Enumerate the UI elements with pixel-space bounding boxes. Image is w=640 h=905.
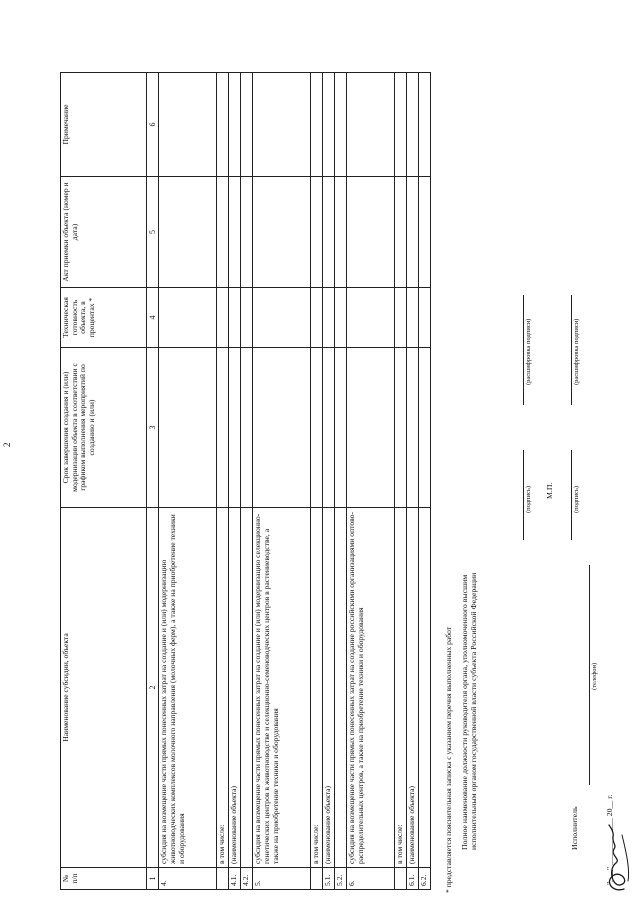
table-row [323, 73, 335, 890]
empty-cell [241, 288, 253, 348]
decode-caption: (расшифровка подписи) [525, 318, 532, 385]
empty-cell [229, 348, 241, 508]
table-row [229, 73, 241, 890]
table-row [419, 73, 431, 890]
empty-cell [229, 288, 241, 348]
empty-cell [229, 73, 241, 177]
row-name: (наименование объекта) [407, 508, 419, 868]
empty-cell [335, 348, 347, 508]
column-number: 6 [147, 73, 159, 177]
row-number: 4. [159, 868, 217, 890]
header-deadline: Срок завершения создания и (или) модернизации объекта в соответствии с графиком выполнения мероприятий по созданию и (или) [61, 348, 147, 508]
empty-cell [241, 348, 253, 508]
empty-cell [217, 73, 229, 177]
empty-cell [419, 177, 431, 288]
stamp-label: М.П. [545, 482, 554, 499]
empty-cell [323, 177, 335, 288]
footnote: * представляется пояснительная записка с указанием перечня выполненных работ [444, 626, 453, 893]
empty-cell [311, 73, 323, 177]
empty-cell [311, 348, 323, 508]
empty-cell [335, 177, 347, 288]
empty-cell [335, 73, 347, 177]
column-number: 5 [147, 177, 159, 288]
row-name: (наименование объекта) [323, 508, 335, 868]
row-name: в том числе: [395, 508, 407, 868]
table-row [217, 73, 229, 890]
row-name: в том числе: [311, 508, 323, 868]
row-number: 4.1. [229, 868, 241, 890]
empty-cell [241, 177, 253, 288]
empty-cell [253, 73, 311, 177]
empty-cell [407, 288, 419, 348]
empty-cell [311, 177, 323, 288]
empty-cell [395, 348, 407, 508]
row-number: 5.1. [323, 868, 335, 890]
row-number: 5.2. [335, 868, 347, 890]
row-number [217, 868, 229, 890]
empty-cell [407, 73, 419, 177]
column-number: 1 [147, 868, 159, 890]
executor-label: Исполнитель [570, 806, 579, 850]
empty-cell [419, 348, 431, 508]
table-row [159, 73, 217, 890]
phone-caption: (телефон) [591, 662, 598, 690]
empty-cell [323, 348, 335, 508]
header-note: Примечание [61, 73, 147, 177]
empty-cell [407, 348, 419, 508]
column-number: 3 [147, 348, 159, 508]
empty-cell [347, 73, 395, 177]
empty-cell [159, 73, 217, 177]
row-number [311, 868, 323, 890]
empty-cell [253, 288, 311, 348]
row-name: (наименование объекта) [229, 508, 241, 868]
empty-cell [217, 288, 229, 348]
table-row [241, 73, 253, 890]
empty-cell [395, 177, 407, 288]
empty-cell [311, 288, 323, 348]
column-number: 4 [147, 288, 159, 348]
official-title: Полное наименование должности руководителя органа, уполномоченного высшим исполнительным органом государственной власти субъекта Российской Федерации [460, 572, 479, 850]
table-row [253, 73, 311, 890]
header-num: № п/п [61, 868, 147, 890]
empty-cell [229, 177, 241, 288]
column-number-row [147, 73, 159, 890]
row-number [395, 868, 407, 890]
row-name: субсидия на возмещение части прямых понесенных затрат на создание и (или) модернизацию животноводческих комплексов молочного направления (молочных ферм), а также на приобретение техники и оборудования [159, 508, 217, 868]
row-name: субсидия на возмещение части прямых понесенных затрат на создание российскими организациями оптово-распределительных центров, а также на приобретение техники и оборудования [347, 508, 395, 868]
empty-cell [241, 73, 253, 177]
decode-line [523, 295, 524, 405]
table-header-row [61, 73, 147, 890]
row-name [335, 508, 347, 868]
empty-cell [159, 348, 217, 508]
table-row [395, 73, 407, 890]
header-readiness: Техническая готовность объекта, в процентах * [61, 288, 147, 348]
signature-line [523, 450, 524, 540]
empty-cell [347, 177, 395, 288]
executor-decode-line [571, 295, 572, 405]
empty-cell [159, 177, 217, 288]
table-row [407, 73, 419, 890]
row-number: 6.2. [419, 868, 431, 890]
handwritten-signature-icon [600, 820, 634, 895]
executor-signature-caption: (подпись) [573, 486, 580, 513]
table-row [311, 73, 323, 890]
empty-cell [217, 177, 229, 288]
row-number: 6.1. [407, 868, 419, 890]
empty-cell [253, 348, 311, 508]
empty-cell [323, 73, 335, 177]
object-status-table [60, 72, 431, 890]
executor-signature-line [571, 450, 572, 540]
page-number: 2 [2, 442, 12, 447]
phone-line [589, 565, 590, 785]
signature-caption: (подпись) [525, 486, 532, 513]
empty-cell [159, 288, 217, 348]
table-row [347, 73, 395, 890]
row-number: 4.2. [241, 868, 253, 890]
date-line: "___" ____________ 20__ г. [605, 794, 614, 885]
empty-cell [335, 288, 347, 348]
table-row [335, 73, 347, 890]
column-number: 2 [147, 508, 159, 868]
row-number: 5. [253, 868, 311, 890]
row-name [419, 508, 431, 868]
empty-cell [419, 288, 431, 348]
empty-cell [419, 73, 431, 177]
executor-decode-caption: (расшифровка подписи) [573, 318, 580, 385]
header-name: Наименование субсидии, объекта [61, 508, 147, 868]
empty-cell [323, 288, 335, 348]
empty-cell [217, 348, 229, 508]
empty-cell [253, 177, 311, 288]
empty-cell [347, 288, 395, 348]
empty-cell [407, 177, 419, 288]
empty-cell [395, 288, 407, 348]
empty-cell [347, 348, 395, 508]
header-acceptance-act: Акт приемки объекта (номер и дата) [61, 177, 147, 288]
row-name [241, 508, 253, 868]
empty-cell [395, 73, 407, 177]
row-number: 6. [347, 868, 395, 890]
row-name: в том числе: [217, 508, 229, 868]
row-name: субсидия на возмещение части прямых понесенных затрат на создание и (или) модернизацию селекционно-генетических центров в животноводстве и селекционно-семеноводческих центров в растениеводстве, а также на приобретение техники и оборудования [253, 508, 311, 868]
